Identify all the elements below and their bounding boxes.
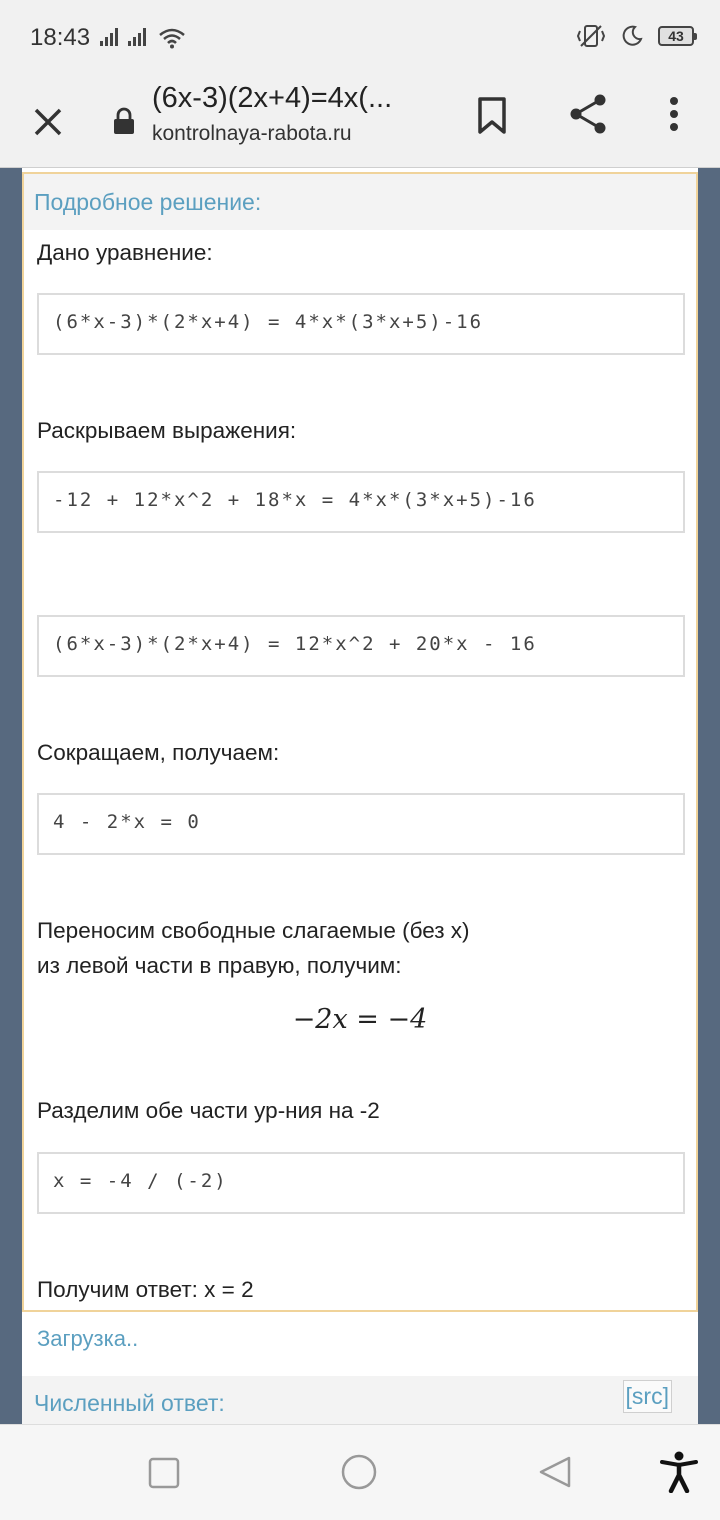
battery-icon: 43 <box>658 26 694 46</box>
signal-icon <box>100 28 118 46</box>
code-box: (6*x-3)*(2*x+4) = 12*x^2 + 20*x - 16 <box>37 615 685 677</box>
close-icon[interactable] <box>28 102 68 142</box>
status-bar <box>0 0 720 76</box>
page-title[interactable]: (6x-3)(2x+4)=4x(... <box>152 82 393 114</box>
vibrate-icon <box>576 24 606 48</box>
numeric-answer-header <box>22 1376 698 1424</box>
home-icon[interactable] <box>340 1453 378 1496</box>
lock-icon <box>110 104 138 138</box>
more-vert-icon[interactable] <box>660 92 688 136</box>
bookmark-icon[interactable] <box>474 94 510 138</box>
status-time: 18:43 <box>30 24 91 51</box>
recents-icon[interactable] <box>148 1457 180 1494</box>
content-column <box>22 168 698 1424</box>
step-label: Раскрываем выражения: <box>37 418 297 443</box>
signal-icon <box>128 28 146 46</box>
step-label: Дано уравнение: <box>37 240 213 265</box>
share-icon[interactable] <box>566 92 610 136</box>
detailed-solution-panel <box>22 172 698 1312</box>
wifi-icon <box>158 27 186 49</box>
divide-label: Разделим обе части ур-ния на -2 <box>37 1098 380 1123</box>
browser-toolbar <box>0 76 720 168</box>
transfer-text-line2: из левой части в правую, получим: <box>37 953 402 978</box>
moon-icon <box>620 24 644 48</box>
src-link[interactable]: [src] <box>623 1380 672 1413</box>
transfer-text-line1: Переносим свободные слагаемые (без x) <box>37 918 470 943</box>
page-url[interactable]: kontrolnaya-rabota.ru <box>152 122 352 145</box>
answer-text: Получим ответ: x = 2 <box>37 1277 254 1302</box>
code-box: 4 - 2*x = 0 <box>37 793 685 855</box>
numeric-answer-label: Численный ответ: <box>34 1390 225 1416</box>
solution-header: Подробное решение: <box>24 174 696 230</box>
code-box: (6*x-3)*(2*x+4) = 4*x*(3*x+5)-16 <box>37 293 685 355</box>
code-box: -12 + 12*x^2 + 18*x = 4*x*(3*x+5)-16 <box>37 471 685 533</box>
step-label: Сокращаем, получаем: <box>37 740 280 765</box>
back-icon[interactable] <box>538 1455 572 1494</box>
code-box: x = -4 / (-2) <box>37 1152 685 1214</box>
status-right <box>576 24 694 48</box>
math-result: −2x = −4 <box>292 1004 428 1035</box>
loading-link[interactable]: Загрузка.. <box>37 1326 139 1351</box>
system-nav-bar <box>0 1424 720 1520</box>
accessibility-icon[interactable] <box>660 1451 698 1498</box>
web-page[interactable] <box>0 168 720 1424</box>
